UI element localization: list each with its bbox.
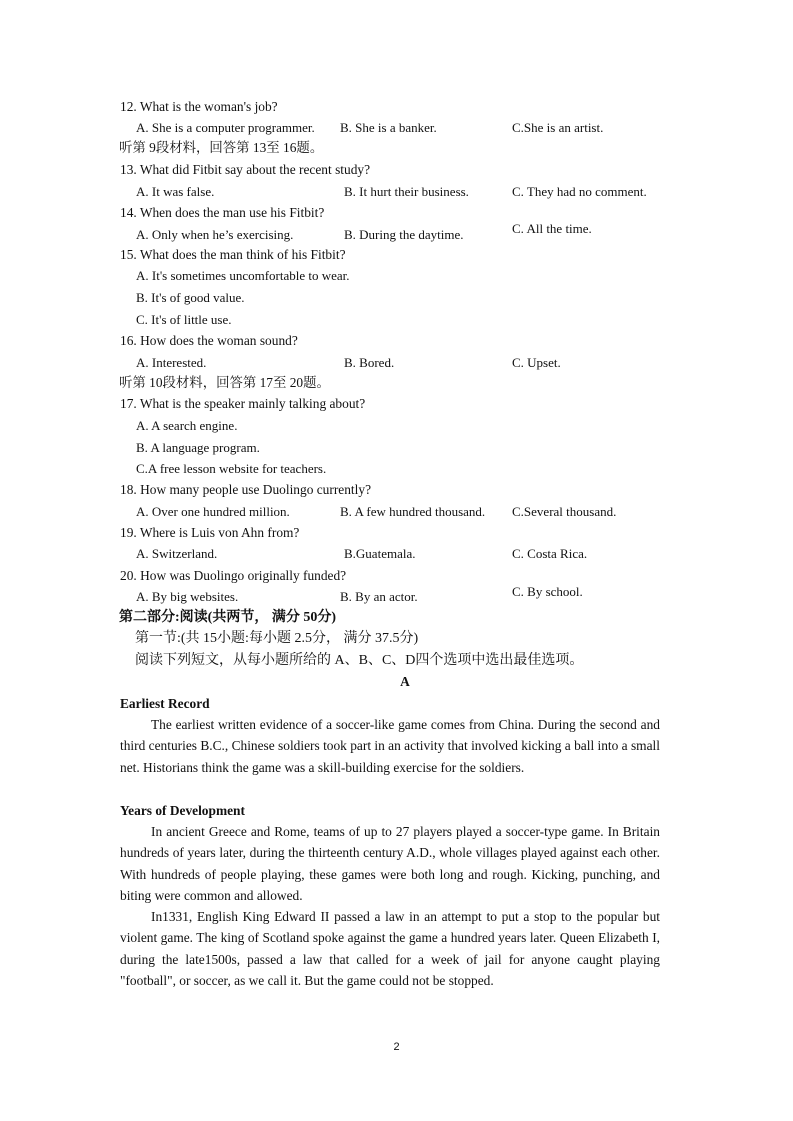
q14-option-c: C. All the time. bbox=[512, 221, 592, 236]
paragraph-3-text: In1331, English King Edward II passed a law in an attempt to put a stop to the popular but violent game. The king of Scotland spoke against the game a hundred years later. Queen Elizabeth I, during the late1500s, passed a law that called for a week of jail for anyone caught playing "football", or soccer, as we call it. But the game could not be stopped. bbox=[120, 909, 660, 989]
q19-option-a: A. Switzerland. bbox=[136, 546, 218, 561]
paragraph-years-2 bbox=[120, 906, 660, 992]
instruction-material-9: 听第 9段材料，回答第 13至 16题。 bbox=[119, 140, 324, 155]
q13-option-c: C. They had no comment. bbox=[512, 184, 647, 199]
q19-option-b: B.Guatemala. bbox=[344, 546, 416, 561]
q15-option-b: B. It's of good value. bbox=[136, 290, 245, 305]
question-16: 16. How does the woman sound? bbox=[120, 333, 298, 348]
paragraph-2-text: In ancient Greece and Rome, teams of up to 27 players played a soccer-type game. In Britain hundreds of years later, during the thirteenth century A.D., whole villages played against each other. With hundreds of people playing, these games were both long and rough. Kicking, punching, and biting were common and allowed. bbox=[120, 824, 660, 904]
heading-years-of-development: Years of Development bbox=[120, 803, 245, 818]
q17-option-a: A. A search engine. bbox=[136, 418, 238, 433]
paragraph-earliest-record bbox=[120, 714, 660, 778]
q12-option-a: A. She is a computer programmer. bbox=[136, 120, 315, 135]
question-15: 15. What does the man think of his Fitbit? bbox=[120, 247, 346, 262]
q15-option-a: A. It's sometimes uncomfortable to wear. bbox=[136, 268, 350, 283]
part-two-title: 第二部分:阅读(共两节， 满分 50分) bbox=[119, 610, 336, 625]
q17-option-c: C.A free lesson website for teachers. bbox=[136, 461, 327, 476]
q16-option-b: B. Bored. bbox=[344, 355, 395, 370]
question-12: 12. What is the woman's job? bbox=[120, 99, 278, 114]
instruction-material-10: 听第 10段材料，回答第 17至 20题。 bbox=[119, 375, 330, 390]
question-20: 20. How was Duolingo originally funded? bbox=[120, 568, 347, 583]
heading-earliest-record: Earliest Record bbox=[120, 696, 210, 711]
page-number: 2 bbox=[393, 1041, 400, 1053]
q12-option-c: C.She is an artist. bbox=[512, 120, 604, 135]
q14-option-a: A. Only when he’s exercising. bbox=[136, 227, 294, 242]
q20-option-a: A. By big websites. bbox=[136, 589, 239, 604]
q15-option-c: C. It's of little use. bbox=[136, 312, 232, 327]
q12-option-b: B. She is a banker. bbox=[340, 120, 437, 135]
question-17: 17. What is the speaker mainly talking about? bbox=[120, 396, 366, 411]
section-one-title: 第一节:(共 15小题:每小题 2.5分， 满分 37.5分) bbox=[135, 631, 419, 646]
q20-option-c: C. By school. bbox=[512, 584, 583, 599]
q16-option-a: A. Interested. bbox=[136, 355, 207, 370]
q16-option-c: C. Upset. bbox=[512, 355, 561, 370]
q18-option-c: C.Several thousand. bbox=[512, 504, 617, 519]
question-19: 19. Where is Luis von Ahn from? bbox=[120, 525, 300, 540]
q20-option-b: B. By an actor. bbox=[340, 589, 418, 604]
paragraph-years-1 bbox=[120, 821, 660, 907]
paragraph-1-text: The earliest written evidence of a soccer-like game comes from China. During the second and third centuries B.C., Chinese soldiers took part in an activity that involved kicking a ball into a small net. Historians think the game was a skill-building exercise for the soldiers. bbox=[120, 717, 660, 775]
question-14: 14. When does the man use his Fitbit? bbox=[120, 205, 325, 220]
question-18: 18. How many people use Duolingo currently? bbox=[120, 482, 372, 497]
reading-instruction: 阅读下列短文，从每小题所给的 A、B、C、D四个选项中选出最佳选项。 bbox=[135, 653, 584, 668]
passage-letter: A bbox=[400, 674, 410, 689]
q18-option-a: A. Over one hundred million. bbox=[136, 504, 290, 519]
q19-option-c: C. Costa Rica. bbox=[512, 546, 588, 561]
q13-option-a: A. It was false. bbox=[136, 184, 215, 199]
q13-option-b: B. It hurt their business. bbox=[344, 184, 469, 199]
q14-option-b: B. During the daytime. bbox=[344, 227, 464, 242]
q17-option-b: B. A language program. bbox=[136, 440, 260, 455]
q18-option-b: B. A few hundred thousand. bbox=[340, 504, 486, 519]
question-13: 13. What did Fitbit say about the recent study? bbox=[120, 162, 371, 177]
